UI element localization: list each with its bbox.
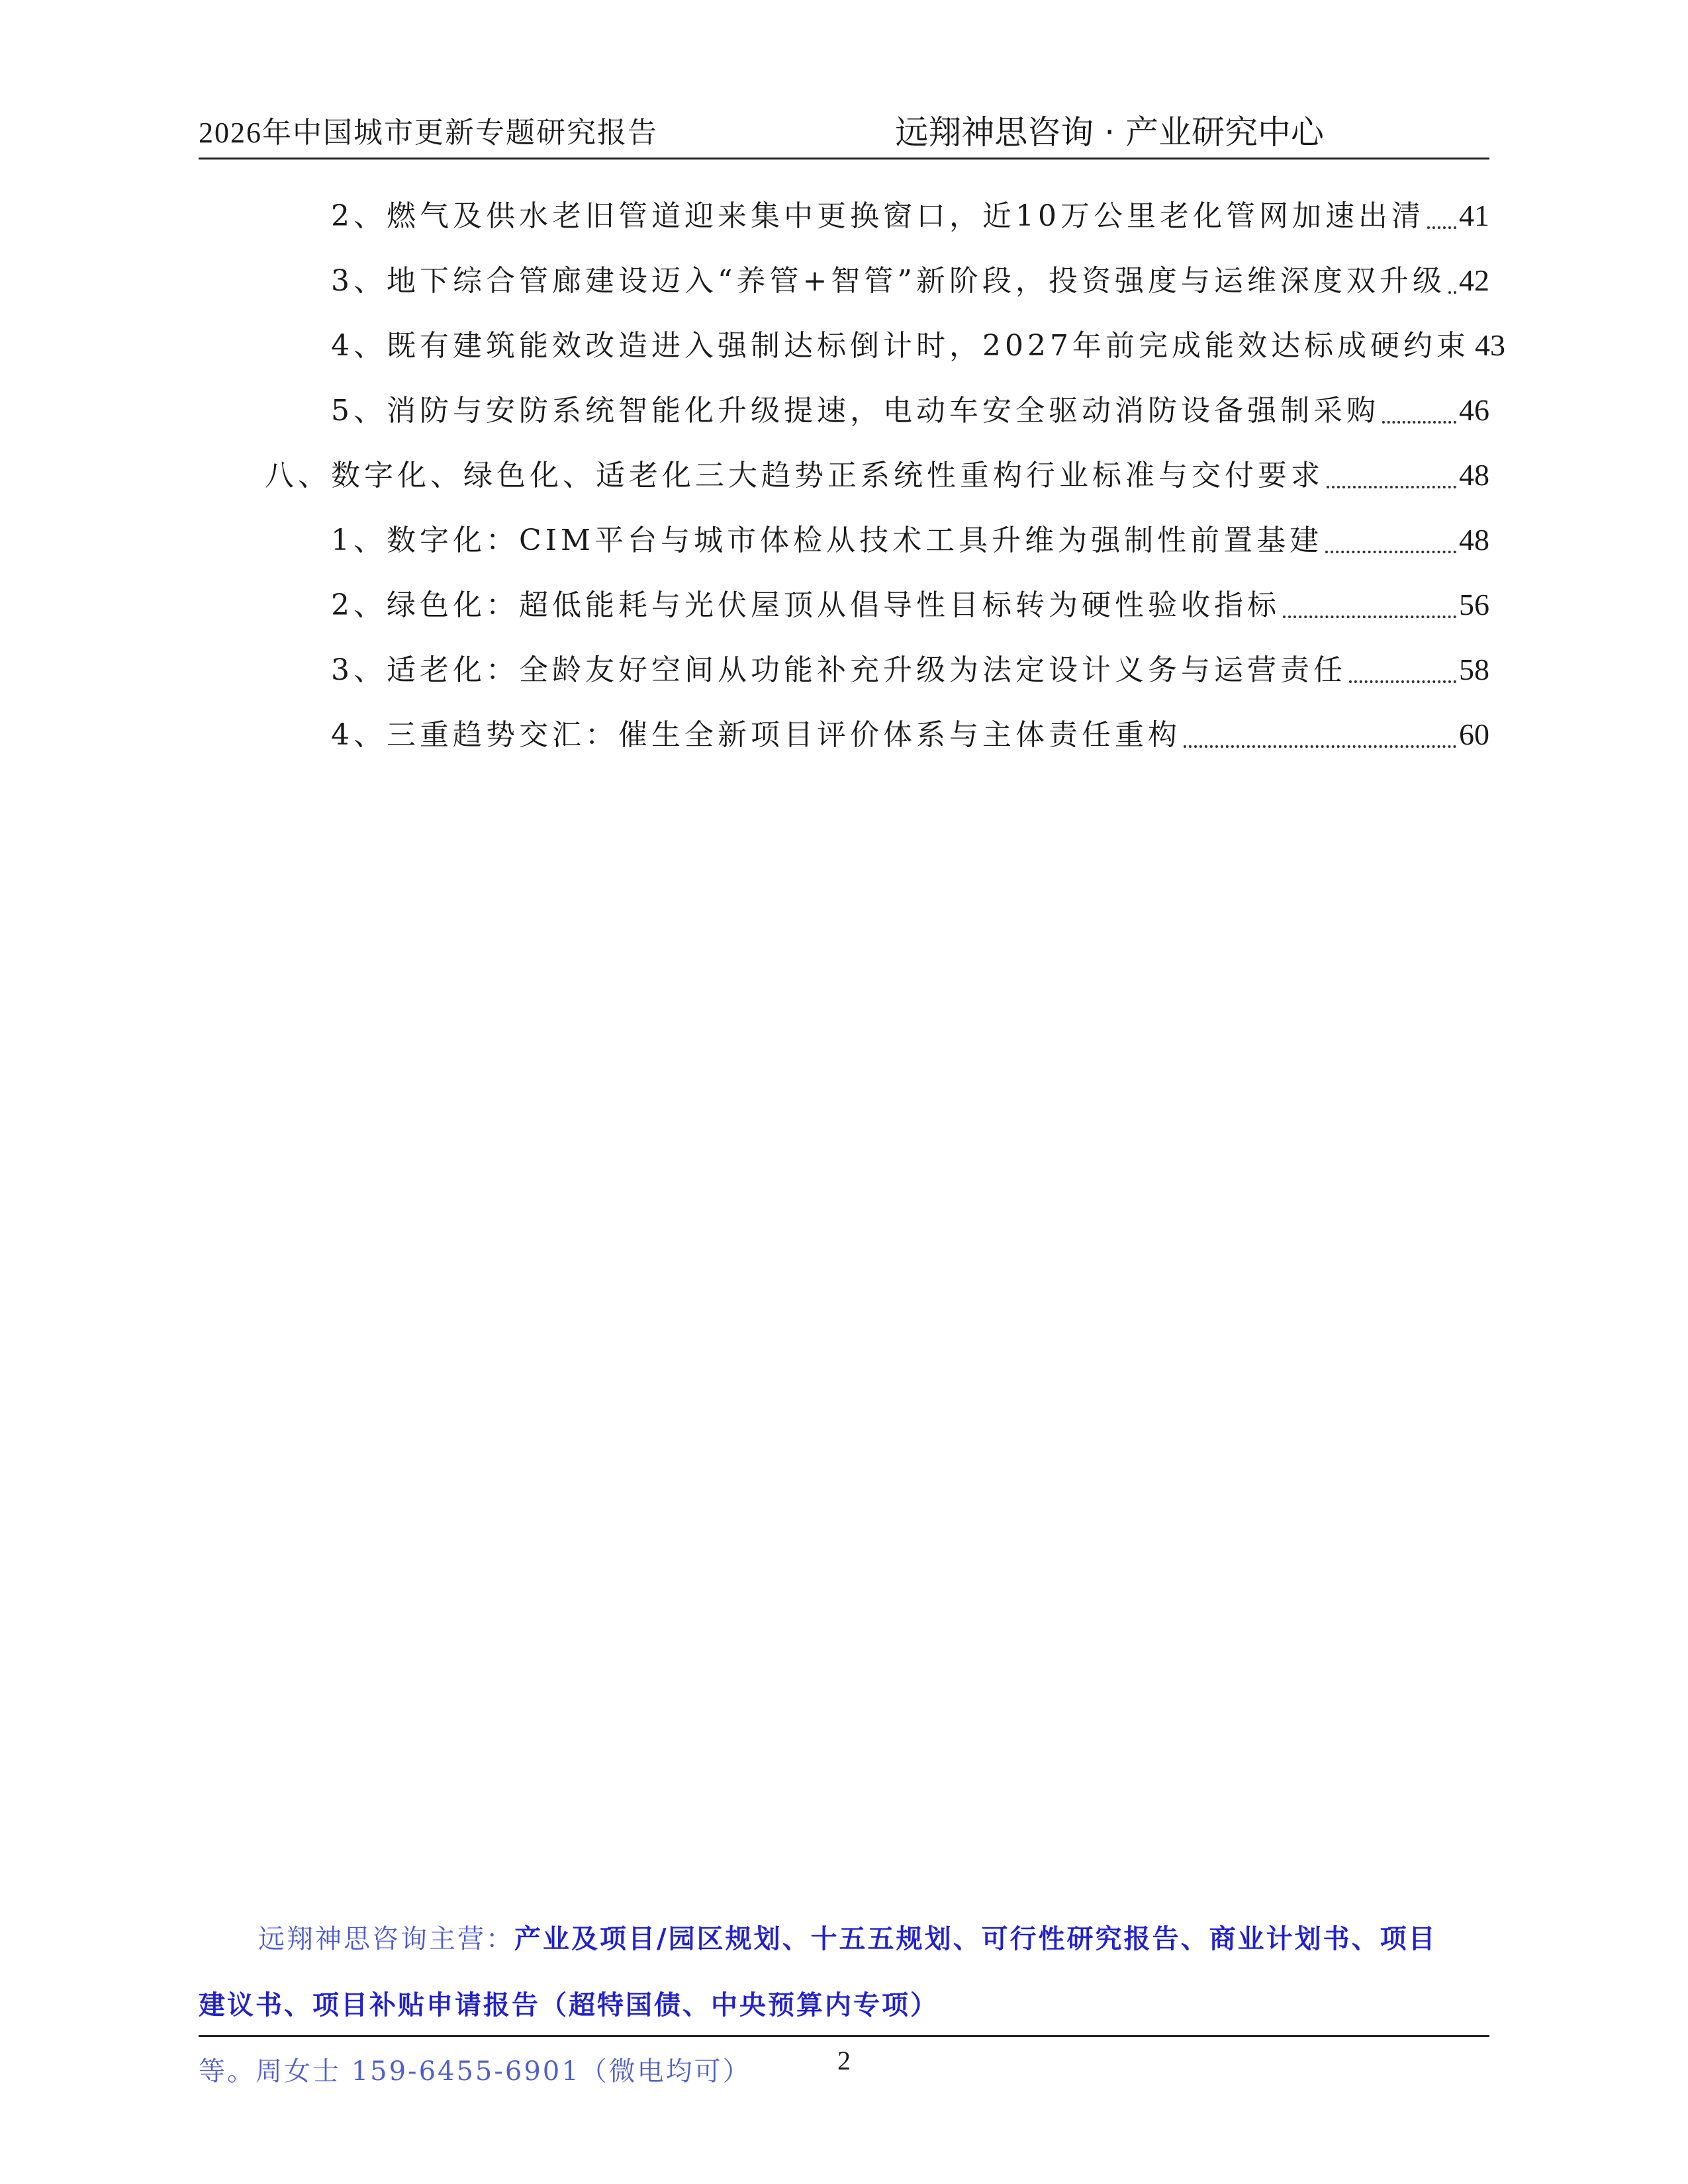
toc-leader-dots [1349,680,1456,683]
toc-leader-dots [1382,421,1456,424]
toc-leader-dots [1325,551,1456,553]
toc-entry-page: 48 [1459,458,1489,492]
toc-entry[interactable] [331,711,1489,757]
toc-entry[interactable] [331,646,1489,692]
toc-entry-title: 八、数字化、绿色化、适老化三大趋势正系统性重构行业标准与交付要求 [265,459,1324,492]
toc-entry-page: 42 [1459,263,1489,297]
toc-entry-page: 46 [1459,393,1489,427]
toc-entry[interactable] [331,581,1489,627]
footer-contact: 等。周女士 159-6455-6901（微电均可） [199,2056,751,2087]
toc-leader-dots [1427,226,1456,229]
report-title: 2026年中国城市更新专题研究报告 [199,116,658,149]
page-number: 2 [837,2046,851,2075]
toc-entry-title: 2、燃气及供水老旧管道迎来集中更换窗口，近10万公里老化管网加速出清 [331,199,1425,233]
toc-entry-title: 4、既有建筑能效改造进入强制达标倒计时，2027年前完成能效达标成硬约束 [331,329,1470,363]
page-header [199,105,1489,159]
toc-entry-page: 58 [1459,653,1489,686]
toc-leader-dots [1283,615,1456,618]
toc-entry[interactable] [331,387,1489,433]
toc-entry-title: 2、绿色化：超低能耗与光伏屋顶从倡导性目标转为硬性验收指标 [331,588,1280,622]
footer-divider [199,2035,1489,2037]
toc-entry[interactable] [331,516,1489,563]
toc-entry[interactable] [331,257,1489,303]
toc-entry[interactable] [331,322,1505,368]
toc-entry-title: 4、三重趋势交汇：催生全新项目评价体系与主体责任重构 [331,718,1181,752]
toc-leader-dots [1448,291,1456,294]
toc-leader-dots [1327,486,1456,488]
toc-entry-page: 41 [1459,199,1489,232]
footer-lead: 远翔神思咨询主营： [258,1924,514,1954]
toc-entry-title: 3、地下综合管廊建设迈入“养管+智管”新阶段，投资强度与运维深度双升级 [331,264,1446,298]
toc-entry[interactable] [331,192,1489,238]
publisher-name: 远翔神思咨询 · 产业研究中心 [895,113,1324,152]
footer-services-line1: 产业及项目/园区规划、十五五规划、可行性研究报告、商业计划书、项目 [514,1923,1437,1954]
toc-entry-page: 48 [1459,523,1489,557]
toc-entry-page: 60 [1459,717,1489,751]
toc-entry-page: 43 [1474,328,1505,362]
toc-entry-page: 56 [1459,588,1489,621]
footer-services-line2: 建议书、项目补贴申请报告（超特国债、中央预算内专项） [199,1989,939,2021]
toc-entry-title: 1、数字化：CIM平台与城市体检从技术工具升维为强制性前置基建 [331,523,1323,557]
toc-chapter-entry[interactable] [265,451,1489,498]
toc-entry-title: 5、消防与安防系统智能化升级提速，电动车安全驱动消防设备强制采购 [331,394,1380,428]
toc-leader-dots [1184,745,1456,748]
toc-entry-title: 3、适老化：全龄友好空间从功能补充升级为法定设计义务与运营责任 [331,653,1346,687]
